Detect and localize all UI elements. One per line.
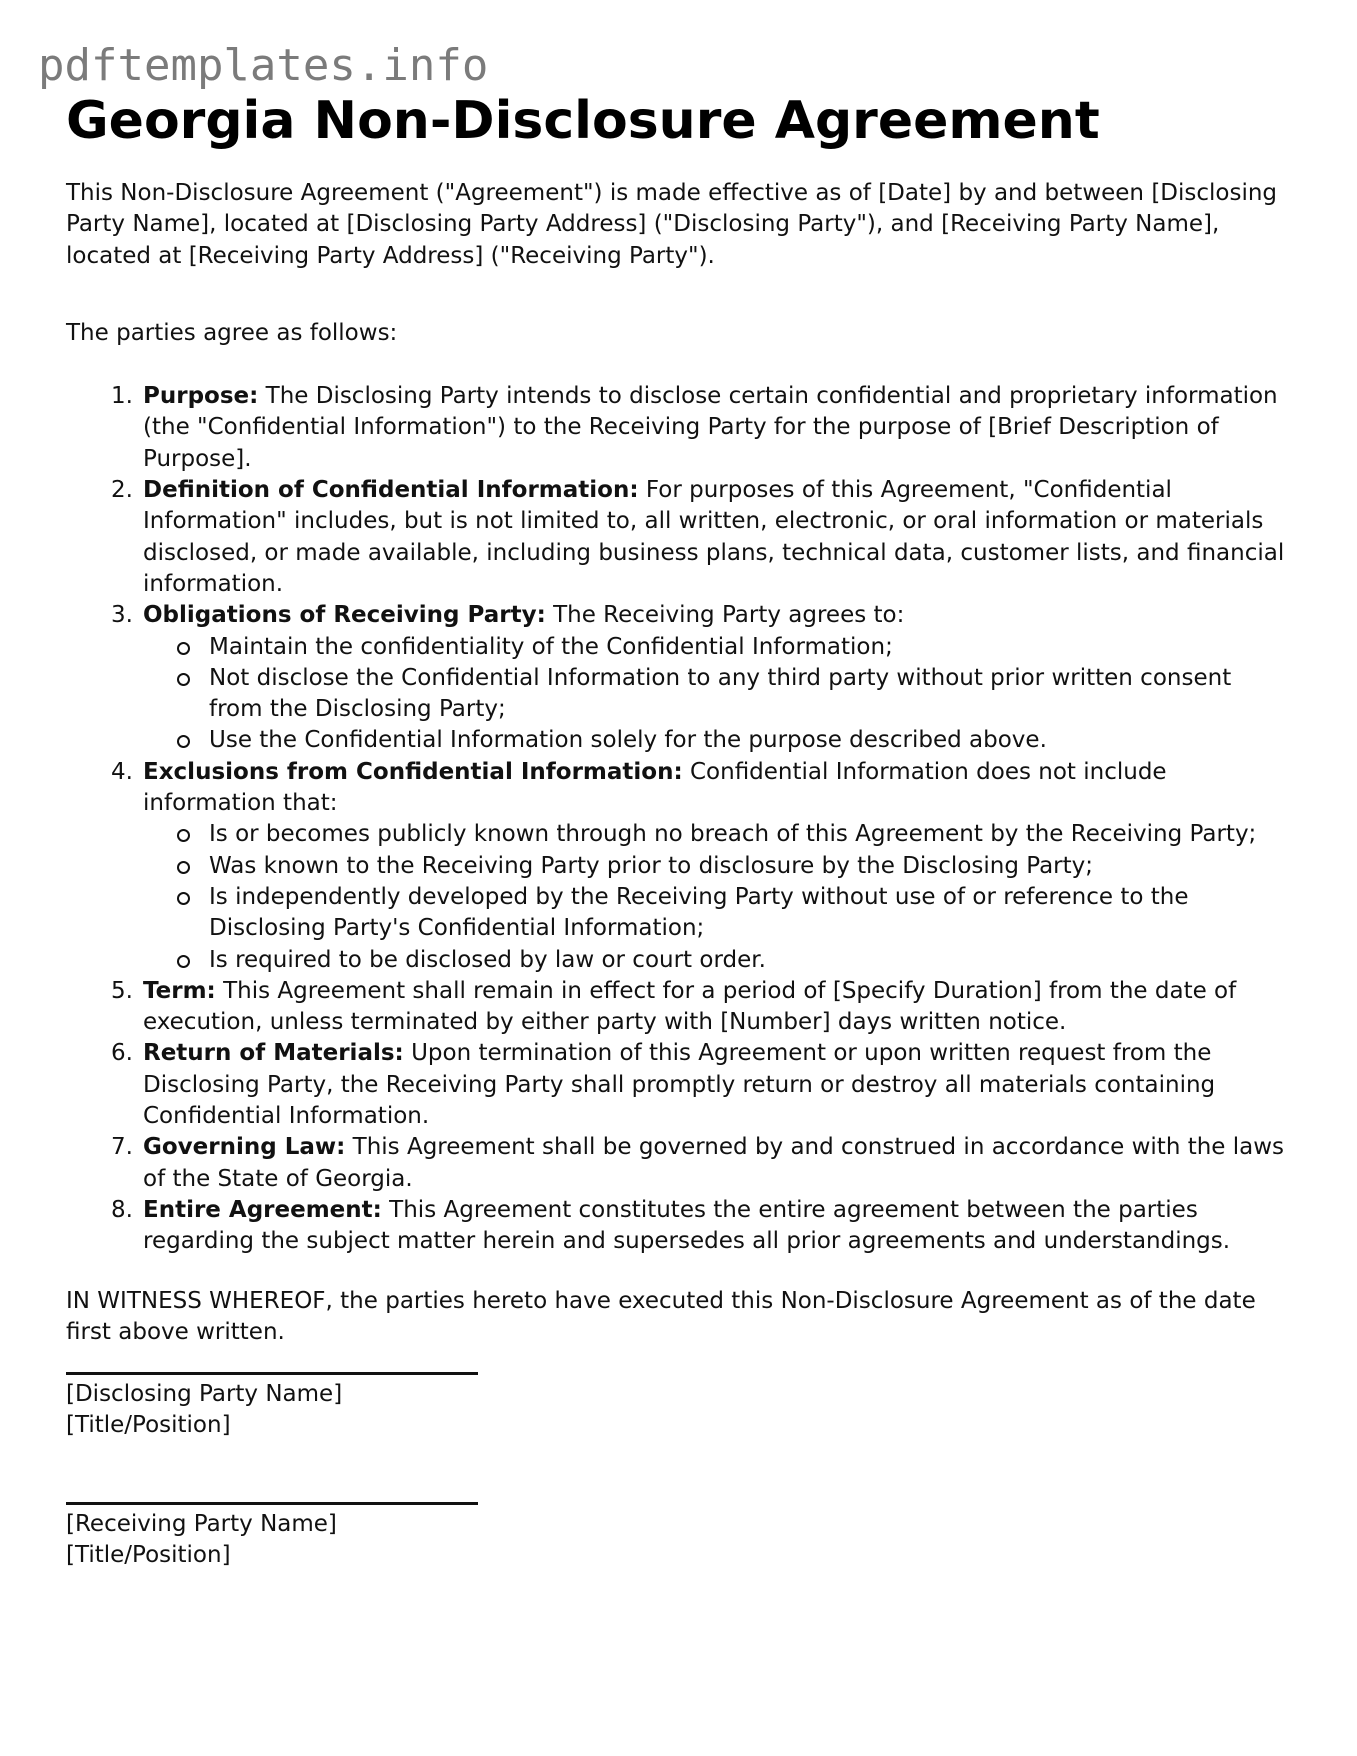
- list-item: [143, 632, 1292, 663]
- sub-item-text: Maintain the confidentiality of the Confidential Information;: [209, 633, 893, 660]
- clause-text: For purposes of this Agreement, "Confidential Information" includes, but is not limited to, all written, electronic, or oral information or materials disclosed, or made available, including business plans, technical data, customer lists, and financial information.: [143, 477, 1285, 597]
- clause-label: Definition of Confidential Information:: [143, 477, 639, 504]
- site-logo: pdftemplates.info: [38, 40, 489, 91]
- clause-term: [66, 976, 1292, 1039]
- clause-number: 3.: [111, 602, 133, 629]
- sub-item-text: Was known to the Receiving Party prior to disclosure by the Disclosing Party;: [209, 852, 1094, 879]
- clause-body: [143, 1195, 1292, 1258]
- signature-block-receiving: [66, 1502, 1292, 1572]
- circle-bullet-icon: [177, 861, 190, 874]
- clause-body: [143, 1132, 1292, 1195]
- list-item: [143, 725, 1292, 756]
- signature-line: [66, 1502, 478, 1505]
- clause-text: Confidential Information does not include information that:: [143, 758, 1167, 817]
- signature-title: [Title/Position]: [66, 1412, 231, 1439]
- clause-text: This Agreement constitutes the entire agreement between the parties regarding the subject matter herein and supersedes all prior agreements and understandings.: [143, 1196, 1231, 1255]
- clause-list: [66, 381, 1292, 1257]
- circle-bullet-icon: [177, 673, 190, 686]
- clause-text: Upon termination of this Agreement or upon written request from the Disclosing Party, the Receiving Party shall promptly return or destroy all materials containing Confidential Information.: [143, 1040, 1216, 1130]
- clause-return-of-materials: [66, 1038, 1292, 1132]
- clause-text: This Agreement shall be governed by and construed in accordance with the laws of the State of Georgia.: [143, 1134, 1285, 1192]
- document-title: Georgia Non-Disclosure Agreement: [66, 91, 1100, 151]
- clause-definition: [66, 475, 1292, 600]
- clause-number: 2.: [111, 477, 133, 504]
- sub-item-text: Use the Confidential Information solely for the purpose described above.: [209, 727, 1047, 754]
- list-item: [143, 851, 1292, 882]
- signature-line: [66, 1372, 478, 1375]
- clause-text: The Receiving Party agrees to:: [553, 602, 905, 629]
- clause-label: Governing Law:: [143, 1134, 346, 1161]
- clause-number: 4.: [111, 758, 133, 785]
- clause-label: Return of Materials:: [143, 1040, 404, 1067]
- circle-bullet-icon: [177, 829, 190, 842]
- clause-number: 7.: [111, 1134, 133, 1161]
- circle-bullet-icon: [177, 735, 190, 748]
- clause-number: 6.: [111, 1040, 133, 1067]
- signature-title: [Title/Position]: [66, 1541, 231, 1568]
- clause-text: This Agreement shall remain in effect for a period of [Specify Duration] from the date of execution, unless terminated by either party with [Number] days written notice.: [143, 977, 1237, 1036]
- clause-label: Exclusions from Confidential Information:: [143, 758, 683, 785]
- list-item: [143, 882, 1292, 945]
- list-item: [143, 945, 1292, 976]
- signature-block-disclosing: [66, 1372, 1292, 1442]
- signature-name: [Receiving Party Name]: [66, 1510, 337, 1537]
- clause-body: [143, 475, 1292, 600]
- clause-body: [143, 381, 1292, 475]
- clause-number: 1.: [111, 383, 133, 410]
- clause-governing-law: [66, 1132, 1292, 1195]
- exclusions-sublist: [143, 819, 1292, 975]
- list-item: [143, 819, 1292, 850]
- lead-in-line: The parties agree as follows:: [66, 319, 398, 346]
- clause-number: 5.: [111, 977, 133, 1004]
- circle-bullet-icon: [177, 642, 190, 655]
- clause-body: [143, 1038, 1292, 1132]
- clause-head: [143, 757, 1292, 820]
- sub-item-text: Not disclose the Confidential Information to any third party without prior written consent from the Disclosing Party;: [209, 664, 1232, 723]
- witness-paragraph: IN WITNESS WHEREOF, the parties hereto have executed this Non-Disclosure Agreement as of the date first above written.: [66, 1287, 1256, 1345]
- obligations-sublist: [143, 632, 1292, 757]
- clause-purpose: [66, 381, 1292, 475]
- clause-head: [143, 600, 1292, 631]
- clause-body: [143, 976, 1292, 1039]
- signature-name: [Disclosing Party Name]: [66, 1381, 343, 1408]
- clause-text: The Disclosing Party intends to disclose certain confidential and proprietary information (the "Confidential Information") to the Receiving Party for the purpose of [Brief Description of Purpose].: [143, 383, 1278, 472]
- circle-bullet-icon: [177, 955, 190, 968]
- clause-body: [143, 757, 1292, 976]
- clause-label: Term:: [143, 977, 216, 1004]
- sub-item-text: Is independently developed by the Receiving Party without use of or reference to the Disclosing Party's Confidential Information;: [209, 883, 1189, 942]
- circle-bullet-icon: [177, 892, 190, 905]
- clause-body: [143, 600, 1292, 756]
- list-item: [143, 663, 1292, 726]
- clause-entire-agreement: [66, 1195, 1292, 1258]
- sub-item-text: Is required to be disclosed by law or court order.: [209, 946, 766, 973]
- clause-label: Purpose:: [143, 383, 259, 410]
- clause-label: Obligations of Receiving Party:: [143, 602, 546, 629]
- intro-paragraph: This Non-Disclosure Agreement ("Agreement") is made effective as of [Date] by and between [Disclosing Party Name], located at [Disclosing Party Address] ("Disclosing Party"), and [Receiving Party Name], located at [Receiving Party Address] ("Receiving Party").: [66, 180, 1278, 269]
- clause-number: 8.: [111, 1196, 133, 1223]
- sub-item-text: Is or becomes publicly known through no breach of this Agreement by the Receiving Party;: [209, 821, 1257, 848]
- clause-label: Entire Agreement:: [143, 1196, 382, 1223]
- clause-exclusions: [66, 757, 1292, 976]
- clause-obligations: [66, 600, 1292, 756]
